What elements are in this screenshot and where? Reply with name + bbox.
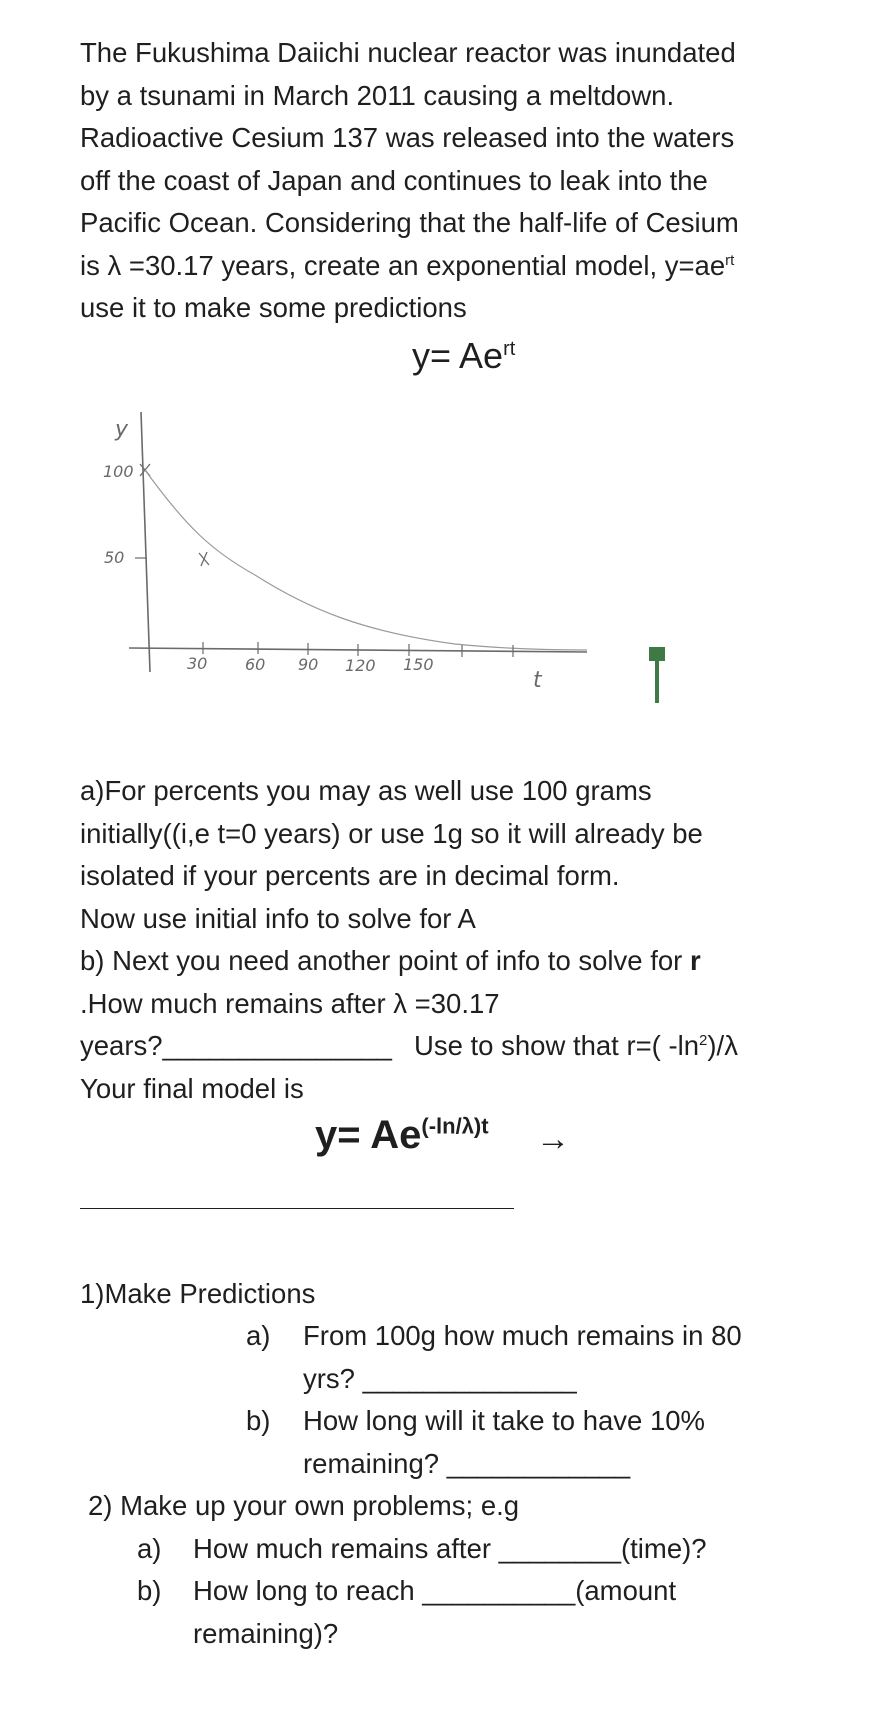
- decay-sketch: [95, 400, 615, 700]
- own-problem-b-text: [193, 1570, 853, 1655]
- sketch-x-tick: 90: [298, 655, 319, 674]
- right-arrow-icon: →: [536, 1120, 570, 1158]
- part-b-bold-r: r: [689, 945, 701, 976]
- intro-line: Radioactive Cesium 137 was released into the waters: [80, 122, 735, 153]
- sketch-point-cross: [199, 552, 209, 566]
- part-a-text: [80, 770, 870, 940]
- prediction-b-line: How long will it take to have 10%: [303, 1405, 706, 1436]
- predictions-title: 1)Make Predictions: [80, 1278, 316, 1309]
- sketch-x-tick: 150: [403, 655, 434, 674]
- own-problems-title: 2) Make up your own problems; e.g: [88, 1490, 520, 1521]
- part-b-line: b) Next you need another point of info to solve for: [80, 945, 690, 976]
- part-a-line: isolated if your percents are in decimal form.: [80, 860, 620, 891]
- part-a-line: a)For percents you may as well use 100 grams: [80, 775, 652, 806]
- final-model-label: Your final model is: [80, 1073, 304, 1104]
- intro-line: off the coast of Japan and continues to leak into the: [80, 164, 708, 196]
- sketch-y-tick: 100: [103, 462, 134, 481]
- own-problem-b-line: remaining)?: [193, 1617, 339, 1649]
- own-problem-a-label: a): [137, 1533, 162, 1564]
- prediction-b-text: [303, 1400, 843, 1485]
- use-show-superscript: 2: [699, 1031, 708, 1049]
- part-b-answer-blank: years?_______________: [80, 1030, 392, 1061]
- prediction-a-line: From 100g how much remains in 80: [303, 1320, 742, 1351]
- intro-line: Pacific Ocean. Considering that the half-life of Cesium: [80, 207, 739, 238]
- prediction-a-text: [303, 1315, 843, 1400]
- final-model-answer-line: [80, 1208, 514, 1209]
- green-marker-icon: [649, 647, 665, 703]
- model-formula-base: y= Ae: [412, 335, 504, 376]
- model-formula: [412, 334, 515, 378]
- final-model-base: y= Ae: [315, 1113, 422, 1157]
- intro-line: by a tsunami in March 2011 causing a meltdown.: [80, 79, 675, 111]
- sketch-y-axis: [141, 412, 150, 672]
- final-model-formula: [315, 1110, 489, 1160]
- use-show-text-end: )/λ: [707, 1030, 738, 1061]
- sketch-y-tick: 50: [104, 548, 125, 567]
- sketch-decay-curve: [145, 470, 587, 650]
- own-problem-a-text: How much remains after ________(time)?: [193, 1533, 707, 1564]
- sketch-x-tick: 60: [245, 655, 266, 674]
- sketch-x-label: t: [533, 668, 542, 693]
- part-a-line: Now use initial info to solve for A: [80, 902, 476, 934]
- sketch-x-tick: 30: [187, 654, 208, 673]
- prediction-b-line: remaining? ____________: [303, 1447, 631, 1479]
- intro-line: use it to make some predictions: [80, 292, 467, 323]
- prediction-b-label: b): [246, 1405, 271, 1436]
- intro-paragraph: [80, 32, 850, 330]
- prediction-a-line: yrs? ______________: [303, 1362, 577, 1394]
- sketch-y-label: y: [115, 417, 129, 442]
- model-formula-exponent: rt: [503, 338, 516, 360]
- intro-line: The Fukushima Daiichi nuclear reactor was inundated: [80, 37, 736, 68]
- use-show-text: Use to show that r=( -ln: [414, 1030, 700, 1061]
- own-problem-b-label: b): [137, 1575, 162, 1606]
- final-model-exponent: (-ln/λ)t: [421, 1113, 489, 1139]
- part-b-line: .How much remains after λ =30.17: [80, 987, 500, 1019]
- part-a-line: initially((i,e t=0 years) or use 1g so it will already be: [80, 817, 703, 849]
- intro-line: is λ =30.17 years, create an exponential model, y=ae: [80, 249, 726, 281]
- part-b-use-show: [414, 1025, 738, 1068]
- own-problem-b-line: How long to reach __________(amount: [193, 1575, 677, 1606]
- sketch-x-tick: 120: [345, 656, 376, 675]
- prediction-a-label: a): [246, 1320, 271, 1351]
- intro-exponent: rt: [725, 251, 735, 269]
